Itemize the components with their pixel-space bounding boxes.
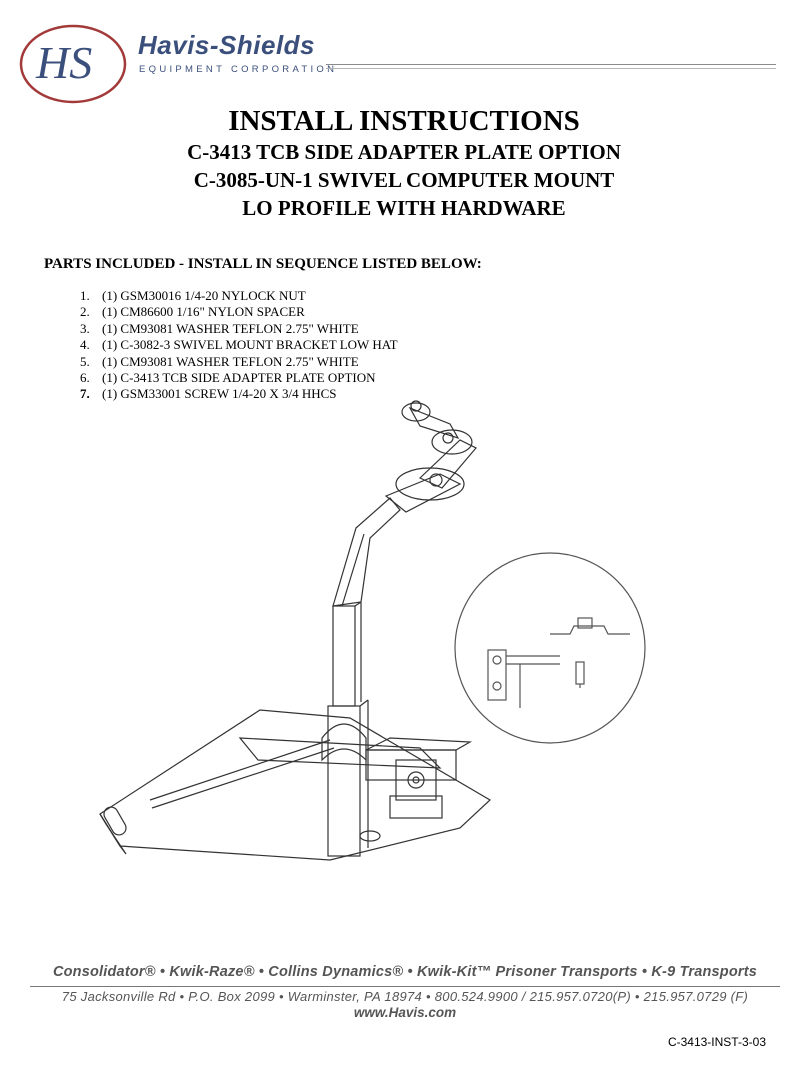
document-number: C-3413-INST-3-03 (667, 1035, 766, 1049)
list-item (80, 354, 398, 370)
item-text: (1) GSM33001 SCREW 1/4-20 X 3/4 HHCS (102, 386, 337, 402)
item-number: 7. (80, 386, 90, 402)
list-item (80, 304, 398, 320)
subtitle-line-1: C-3413 TCB SIDE ADAPTER PLATE OPTION (187, 140, 621, 164)
header-rule-thin (326, 68, 776, 69)
footer-rule (30, 986, 780, 987)
item-text: (1) C-3082-3 SWIVEL MOUNT BRACKET LOW HAT (102, 337, 398, 353)
list-item (80, 288, 398, 304)
parts-heading: PARTS INCLUDED - INSTALL IN SEQUENCE LISTED BELOW: (44, 256, 482, 272)
swivel-arm (333, 401, 476, 606)
item-number: 3. (80, 320, 90, 336)
item-text: (1) GSM30016 1/4-20 NYLOCK NUT (102, 288, 306, 303)
base-plate (100, 710, 490, 860)
parts-list (80, 288, 398, 403)
item-text: (1) CM93081 WASHER TEFLON 2.75" WHITE (102, 353, 359, 369)
item-number: 6. (80, 370, 90, 386)
company-name: Havis-Shields (138, 30, 316, 60)
company-subtitle: EQUIPMENT CORPORATION (139, 64, 338, 75)
subtitle-line-2: C-3085-UN-1 SWIVEL COMPUTER MOUNT (193, 168, 615, 192)
mount-assembly-drawing (90, 388, 770, 878)
footer-website-link[interactable]: www.Havis.com (353, 1005, 457, 1020)
mount-post (322, 602, 470, 856)
list-item (80, 370, 398, 386)
title-block (0, 104, 808, 222)
company-logo (18, 22, 338, 112)
item-text: (1) CM93081 WASHER TEFLON 2.75" WHITE (102, 320, 359, 336)
item-text: (1) C-3413 TCB SIDE ADAPTER PLATE OPTION (102, 370, 376, 386)
footer-brands: Consolidator® • Kwik-Raze® • Collins Dynamics® • Kwik-Kit™ Prisoner Transports • K-9 Transports (52, 964, 758, 980)
item-number: 1. (80, 288, 90, 303)
logo-mark-letters: HS (36, 37, 93, 88)
page-title: INSTALL INSTRUCTIONS (228, 105, 580, 137)
item-number: 2. (80, 304, 90, 320)
subtitle-line-3: LO PROFILE WITH HARDWARE (242, 196, 566, 220)
list-item (80, 321, 398, 337)
footer-address: 75 Jacksonville Rd • P.O. Box 2099 • Warminster, PA 18974 • 800.524.9900 / 215.957.0720(P) • 215.957.0729 (F) (61, 989, 749, 1004)
detail-view-circle (455, 553, 645, 743)
item-number: 4. (80, 337, 90, 353)
header-rule (326, 64, 776, 65)
footer (20, 964, 790, 1020)
hs-logo-icon (18, 22, 128, 106)
list-item (80, 337, 398, 353)
item-number: 5. (80, 353, 90, 369)
item-text: (1) CM86600 1/16" NYLON SPACER (102, 304, 305, 320)
